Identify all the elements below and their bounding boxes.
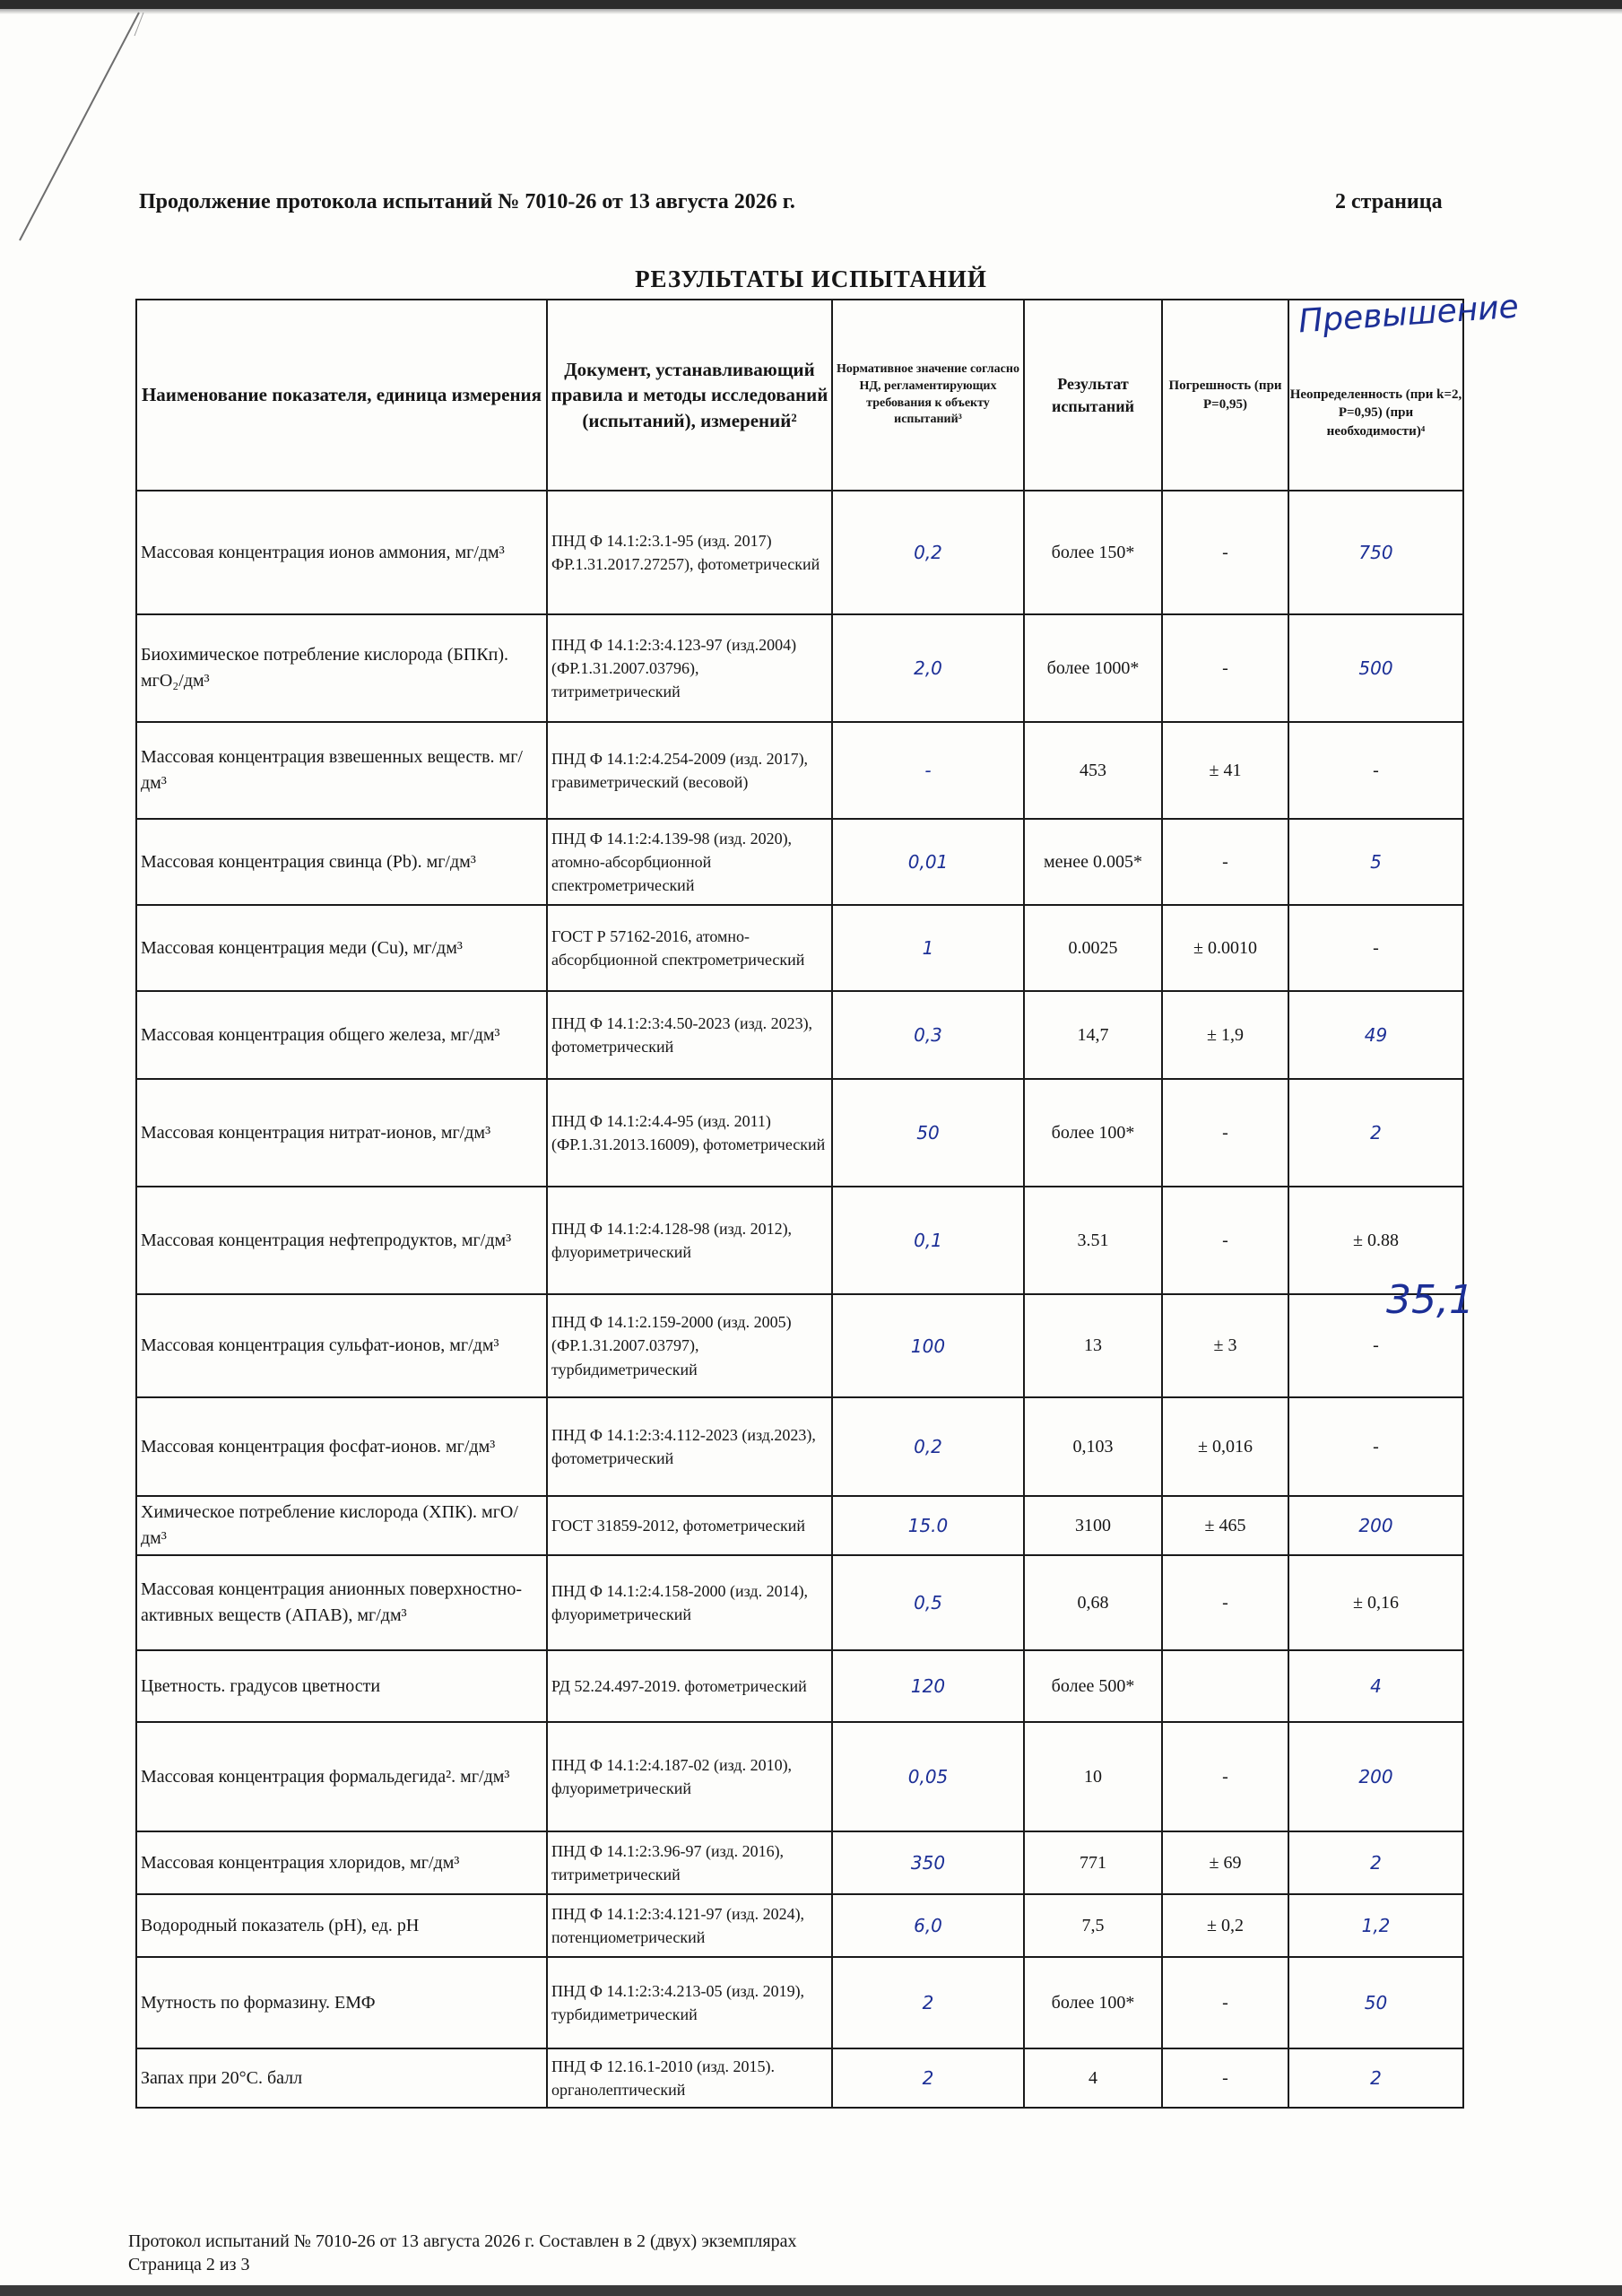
cell-uncertainty: ± 0,16 — [1288, 1555, 1463, 1650]
table-row — [136, 1957, 1463, 2048]
cell-norm-handwritten: 2,0 — [832, 614, 1024, 722]
table-header-row — [136, 300, 1463, 491]
col-header-error: Погрешность (при Р=0,95) — [1162, 300, 1288, 491]
cell-norm-handwritten: 0,2 — [832, 491, 1024, 614]
cell-uncertainty-handwritten: 750 — [1288, 491, 1463, 614]
scan-edge-shadow — [0, 9, 1622, 14]
cell-document: ПНД Ф 14.1:2:4.254-2009 (изд. 2017), гравиметрический (весовой) — [547, 722, 832, 819]
cell-uncertainty: - — [1288, 905, 1463, 991]
cell-uncertainty-handwritten: 5 — [1288, 819, 1463, 905]
table-row — [136, 614, 1463, 722]
cell-error: - — [1162, 614, 1288, 722]
table-row — [136, 722, 1463, 819]
cell-norm-handwritten: 0,1 — [832, 1187, 1024, 1294]
cell-name: Массовая концентрация ионов аммония, мг/дм³ — [136, 491, 547, 614]
cell-name: Массовая концентрация взвешенных веществ. мг/дм³ — [136, 722, 547, 819]
cell-name: Мутность по формазину. ЕМФ — [136, 1957, 547, 2048]
cell-norm-handwritten: 350 — [832, 1831, 1024, 1894]
cell-error: ± 0,016 — [1162, 1397, 1288, 1496]
table-row — [136, 491, 1463, 614]
cell-uncertainty-handwritten: 2 — [1288, 1831, 1463, 1894]
table-row — [136, 1894, 1463, 1957]
cell-error: ± 0,2 — [1162, 1894, 1288, 1957]
col-header-uncertainty: Неопределенность (при k=2, Р=0,95) (при необходимости)⁴ — [1288, 300, 1463, 491]
cell-norm-handwritten: 0,05 — [832, 1722, 1024, 1831]
col-header-name: Наименование показателя, единица измерения — [136, 300, 547, 491]
cell-result: 0.0025 — [1024, 905, 1162, 991]
cell-norm-handwritten: 50 — [832, 1079, 1024, 1187]
cell-norm-handwritten: 6,0 — [832, 1894, 1024, 1957]
cell-error: - — [1162, 1555, 1288, 1650]
cell-norm-handwritten: 0,2 — [832, 1397, 1024, 1496]
cell-uncertainty-handwritten: 200 — [1288, 1722, 1463, 1831]
cell-error: - — [1162, 1079, 1288, 1187]
cell-error — [1162, 1650, 1288, 1722]
scan-edge-top — [0, 0, 1622, 9]
cell-result: 4 — [1024, 2048, 1162, 2108]
cell-document: ПНД Ф 14.1:2:3:4.121-97 (изд. 2024), потенциометрический — [547, 1894, 832, 1957]
cell-result: 0,68 — [1024, 1555, 1162, 1650]
cell-document: ПНД Ф 14.1:2:3:4.112-2023 (изд.2023), фотометрический — [547, 1397, 832, 1496]
document-title: РЕЗУЛЬТАТЫ ИСПЫТАНИЙ — [635, 265, 987, 292]
cell-document: РД 52.24.497-2019. фотометрический — [547, 1650, 832, 1722]
cell-uncertainty-handwritten: 50 — [1288, 1957, 1463, 2048]
table-row — [136, 819, 1463, 905]
cell-error: ± 69 — [1162, 1831, 1288, 1894]
cell-result: 3100 — [1024, 1496, 1162, 1555]
cell-result: 14,7 — [1024, 991, 1162, 1079]
cell-name: Цветность. градусов цветности — [136, 1650, 547, 1722]
cell-document: ПНД Ф 14.1:2:3:4.213-05 (изд. 2019), турбидиметрический — [547, 1957, 832, 2048]
cell-error: ± 0.0010 — [1162, 905, 1288, 991]
cell-name: Водородный показатель (рН), ед. рН — [136, 1894, 547, 1957]
handwritten-header-note: Превышение — [1297, 288, 1521, 341]
cell-uncertainty-handwritten: 2 — [1288, 1079, 1463, 1187]
table-row — [136, 1722, 1463, 1831]
cell-norm-handwritten: 2 — [832, 1957, 1024, 2048]
protocol-header: Продолжение протокола испытаний № 7010-26 от 13 августа 2026 г. — [139, 190, 795, 213]
cell-name: Биохимическое потребление кислорода (БПКп). мгО₂/дм³ — [136, 614, 547, 722]
cell-name: Массовая концентрация анионных поверхностно-активных веществ (АПАВ), мг/дм³ — [136, 1555, 547, 1650]
cell-result: 10 — [1024, 1722, 1162, 1831]
cell-name: Массовая концентрация меди (Cu), мг/дм³ — [136, 905, 547, 991]
cell-error: ± 1,9 — [1162, 991, 1288, 1079]
cell-result: 453 — [1024, 722, 1162, 819]
cell-norm-handwritten: 120 — [832, 1650, 1024, 1722]
cell-result: более 500* — [1024, 1650, 1162, 1722]
cell-error: ± 465 — [1162, 1496, 1288, 1555]
cell-result: более 150* — [1024, 491, 1162, 614]
cell-name: Массовая концентрация общего железа, мг/дм³ — [136, 991, 547, 1079]
cell-uncertainty-handwritten: 4 — [1288, 1650, 1463, 1722]
cell-uncertainty-handwritten: 500 — [1288, 614, 1463, 722]
cell-uncertainty: - — [1288, 1397, 1463, 1496]
table-row — [136, 1496, 1463, 1555]
cell-norm-handwritten: 1 — [832, 905, 1024, 991]
cell-document: ГОСТ 31859-2012, фотометрический — [547, 1496, 832, 1555]
cell-result: 3.51 — [1024, 1187, 1162, 1294]
cell-error: - — [1162, 1722, 1288, 1831]
col-header-document: Документ, устанавливающий правила и методы исследований (испытаний), измерений² — [547, 300, 832, 491]
cell-norm-handwritten: 100 — [832, 1294, 1024, 1397]
cell-document: ПНД Ф 14.1:2:4.128-98 (изд. 2012), флуориметрический — [547, 1187, 832, 1294]
cell-name: Массовая концентрация хлоридов, мг/дм³ — [136, 1831, 547, 1894]
cell-uncertainty: - — [1288, 1294, 1463, 1397]
cell-uncertainty-handwritten: 2 — [1288, 2048, 1463, 2108]
footer-page-number: Страница 2 из 3 — [128, 2255, 250, 2274]
cell-result: 771 — [1024, 1831, 1162, 1894]
cell-name: Массовая концентрация формальдегида². мг/дм³ — [136, 1722, 547, 1831]
cell-name: Массовая концентрация сульфат-ионов, мг/дм³ — [136, 1294, 547, 1397]
handwritten-overlay-number: 35,1 — [1386, 1277, 1474, 1323]
results-table — [135, 299, 1464, 2109]
scan-edge-bottom — [0, 2285, 1622, 2296]
cell-document: ПНД Ф 14.1:2:3:4.50-2023 (изд. 2023), фотометрический — [547, 991, 832, 1079]
cell-document: ПНД Ф 14.1:2:3:4.123-97 (изд.2004) (ФР.1.31.2007.03796), титриметрический — [547, 614, 832, 722]
cell-document: ПНД Ф 14.1:2:4.4-95 (изд. 2011) (ФР.1.31.2013.16009), фотометрический — [547, 1079, 832, 1187]
cell-document: ПНД Ф 14.1:2:4.187-02 (изд. 2010), флуориметрический — [547, 1722, 832, 1831]
cell-uncertainty-handwritten: 200 — [1288, 1496, 1463, 1555]
cell-norm-handwritten: 2 — [832, 2048, 1024, 2108]
cell-norm-handwritten: - — [832, 722, 1024, 819]
cell-result: менее 0.005* — [1024, 819, 1162, 905]
table-row — [136, 1079, 1463, 1187]
cell-document: ПНД Ф 14.1:2:4.158-2000 (изд. 2014), флуориметрический — [547, 1555, 832, 1650]
cell-result: 0,103 — [1024, 1397, 1162, 1496]
cell-error: ± 41 — [1162, 722, 1288, 819]
table-row — [136, 991, 1463, 1079]
table-row — [136, 1397, 1463, 1496]
cell-document: ПНД Ф 14.1:2:4.139-98 (изд. 2020), атомно-абсорбционной спектрометрический — [547, 819, 832, 905]
cell-uncertainty: ± 0.88 — [1288, 1187, 1463, 1294]
cell-error: - — [1162, 491, 1288, 614]
table-row — [136, 1294, 1463, 1397]
cell-result: более 1000* — [1024, 614, 1162, 722]
cell-error: - — [1162, 2048, 1288, 2108]
table-row — [136, 1831, 1463, 1894]
page-fold-mark — [0, 0, 215, 260]
cell-name: Массовая концентрация свинца (Pb). мг/дм³ — [136, 819, 547, 905]
table-row — [136, 2048, 1463, 2108]
cell-document: ГОСТ Р 57162-2016, атомно-абсорбционной спектрометрический — [547, 905, 832, 991]
cell-result: более 100* — [1024, 1957, 1162, 2048]
cell-document: ПНД Ф 14.1:2:3.96-97 (изд. 2016), титриметрический — [547, 1831, 832, 1894]
cell-norm-handwritten: 0,5 — [832, 1555, 1024, 1650]
page-label: 2 страница — [1335, 190, 1443, 213]
cell-error: - — [1162, 819, 1288, 905]
cell-uncertainty-handwritten: 1,2 — [1288, 1894, 1463, 1957]
cell-name: Запах при 20°С. балл — [136, 2048, 547, 2108]
cell-norm-handwritten: 15.0 — [832, 1496, 1024, 1555]
table-body — [136, 491, 1463, 2108]
col-header-norm: Нормативное значение согласно НД, регламентирующих требования к объекту испытаний³ — [832, 300, 1024, 491]
table-row — [136, 1187, 1463, 1294]
cell-norm-handwritten: 0,3 — [832, 991, 1024, 1079]
cell-uncertainty-handwritten: 49 — [1288, 991, 1463, 1079]
cell-document: ПНД Ф 12.16.1-2010 (изд. 2015). органолептический — [547, 2048, 832, 2108]
cell-uncertainty: - — [1288, 722, 1463, 819]
cell-document: ПНД Ф 14.1:2.159-2000 (изд. 2005) (ФР.1.31.2007.03797), турбидиметрический — [547, 1294, 832, 1397]
col-header-result: Результат испытаний — [1024, 300, 1162, 491]
table-row — [136, 1555, 1463, 1650]
cell-result: 13 — [1024, 1294, 1162, 1397]
cell-name: Массовая концентрация фосфат-ионов. мг/дм³ — [136, 1397, 547, 1496]
table-row — [136, 905, 1463, 991]
cell-error: - — [1162, 1187, 1288, 1294]
cell-document: ПНД Ф 14.1:2:3.1-95 (изд. 2017) ФР.1.31.2017.27257), фотометрический — [547, 491, 832, 614]
cell-name: Химическое потребление кислорода (ХПК). мгО/дм³ — [136, 1496, 547, 1555]
footer-protocol-line: Протокол испытаний № 7010-26 от 13 августа 2026 г. Составлен в 2 (двух) экземплярах — [128, 2231, 797, 2251]
cell-error: ± 3 — [1162, 1294, 1288, 1397]
cell-result: более 100* — [1024, 1079, 1162, 1187]
cell-error: - — [1162, 1957, 1288, 2048]
cell-name: Массовая концентрация нитрат-ионов, мг/дм³ — [136, 1079, 547, 1187]
table-row — [136, 1650, 1463, 1722]
cell-name: Массовая концентрация нефтепродуктов, мг/дм³ — [136, 1187, 547, 1294]
cell-norm-handwritten: 0,01 — [832, 819, 1024, 905]
cell-result: 7,5 — [1024, 1894, 1162, 1957]
